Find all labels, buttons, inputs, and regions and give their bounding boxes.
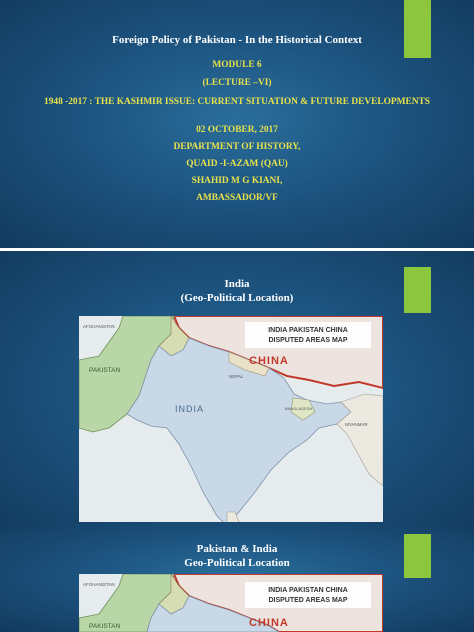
slide-title-line2: (Geo-Political Location)	[180, 292, 294, 304]
map-legend-line1: INDIA PAKISTAN CHINA	[268, 587, 348, 594]
slide-title	[0, 0, 474, 248]
label-china: CHINA	[249, 355, 289, 367]
map-legend-line2: DISPUTED AREAS MAP	[268, 597, 348, 604]
label-bangladesh: BANGLADESH	[285, 406, 313, 411]
label-pakistan: PAKISTAN	[89, 623, 121, 630]
slide-title-line1: Pakistan & India	[196, 543, 278, 555]
topic-text: 1948 -2017 : THE KASHMIR ISSUE: CURRENT SITUATION & FUTURE DEVELOPMENTS	[44, 97, 430, 107]
label-nepal: NEPAL	[229, 374, 244, 379]
map-graphic	[79, 316, 383, 534]
label-afghanistan: AFGHANISTAN	[83, 324, 115, 329]
author-text: SHAHID M G KIANI,	[191, 176, 283, 186]
accent-bar	[404, 0, 431, 58]
map-graphic	[79, 574, 383, 632]
department-text: DEPARTMENT OF HISTORY,	[173, 142, 301, 152]
label-china: CHINA	[249, 617, 289, 629]
disputed-areas-map	[79, 574, 383, 632]
label-india: INDIA	[175, 404, 205, 414]
label-myanmar: MYANMAR	[345, 422, 368, 427]
university-text: QUAID -I-AZAM (QAU)	[186, 159, 288, 169]
map-legend-line1: INDIA PAKISTAN CHINA	[268, 327, 348, 334]
slide-pakistan-india-location	[0, 522, 474, 632]
slide-title-line1: India	[224, 278, 250, 290]
label-pakistan: PAKISTAN	[89, 367, 121, 374]
date-text: 02 OCTOBER, 2017	[196, 125, 278, 135]
disputed-areas-map	[79, 316, 383, 534]
presentation-title: Foreign Policy of Pakistan - In the Historical Context	[112, 34, 362, 46]
module-label: MODULE 6	[212, 60, 262, 70]
lecture-label: (LECTURE –VI)	[202, 78, 272, 88]
designation-text: AMBASSADOR/VF	[196, 193, 278, 203]
slide-title-line2: Geo-Political Location	[184, 557, 290, 569]
slide-india-location	[0, 251, 474, 539]
label-afghanistan: AFGHANISTAN	[83, 582, 115, 587]
map-legend-line2: DISPUTED AREAS MAP	[268, 337, 348, 344]
